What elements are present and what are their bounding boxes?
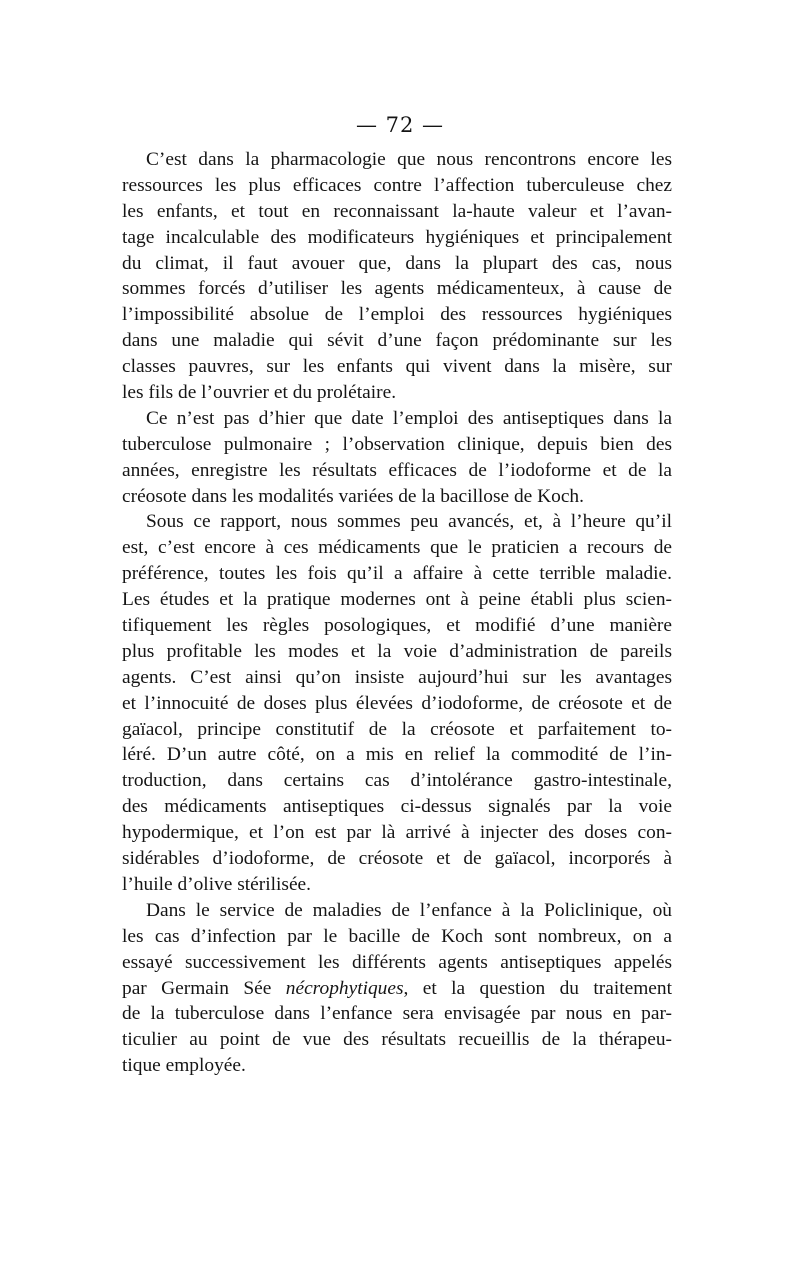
text-line: les fils de l’ouvrier et du prolétaire. — [122, 382, 397, 404]
paragraph-1 — [122, 147, 672, 406]
text-line: ticulier au point de vue des résultats recueillis de la thérapeu- — [122, 1029, 672, 1051]
text-line: l’impossibilité absolue de l’emploi des ressources hygiéniques — [122, 304, 672, 326]
text-line: troduction, dans certains cas d’intolérance gastro-intestinale, — [122, 770, 672, 792]
text-line: classes pauvres, sur les enfants qui vivent dans la misère, sur — [122, 356, 672, 378]
text-line: préférence, toutes les fois qu’il a affaire à cette terrible maladie. — [122, 563, 672, 585]
text-line: l’huile d’olive stérilisée. — [122, 873, 312, 895]
text-line: plus profitable les modes et la voie d’administration de pareils — [122, 640, 672, 662]
text-line: C’est dans la pharmacologie que nous rencontrons encore les — [146, 149, 672, 170]
text-line: sommes forcés d’utiliser les agents médicamenteux, à cause de — [122, 278, 672, 300]
text-segment: par Germain Sée — [122, 977, 286, 999]
text-line: du climat, il faut avouer que, dans la plupart des cas, nous — [122, 252, 672, 274]
text-line: tage incalculable des modificateurs hygiéniques et principalement — [122, 226, 672, 248]
page-number: — 72 — — [355, 113, 445, 137]
text-line: ressources les plus efficaces contre l’affection tuberculeuse chez — [122, 174, 672, 196]
text-line: Sous ce rapport, nous sommes peu avancés, et, à l’heure qu’il — [146, 511, 672, 533]
text-segment: , et la question du traitement — [403, 977, 672, 999]
text-line: tique employée. — [122, 1055, 246, 1077]
body-text — [122, 147, 672, 1079]
text-line: hypodermique, et l’on est par là arrivé à injecter des doses con- — [122, 822, 672, 844]
paragraph-4 — [122, 898, 672, 1079]
text-line: les cas d’infection par le bacille de Koch sont nombreux, on a — [122, 925, 672, 947]
text-line: années, enregistre les résultats efficaces de l’iodoforme et de la — [122, 459, 672, 481]
text-line: créosote dans les modalités variées de la bacillose de Koch. — [122, 485, 584, 507]
text-line: dans une maladie qui sévit d’une façon prédominante sur les — [122, 330, 672, 352]
paragraph-3 — [122, 509, 672, 897]
text-line: léré. D’un autre côté, on a mis en relief la commodité de l’in- — [122, 744, 672, 766]
text-line: essayé successivement les différents agents antiseptiques appelés — [122, 951, 672, 973]
text-line: tuberculose pulmonaire ; l’observation clinique, depuis bien des — [122, 433, 672, 455]
text-line-with-italic — [122, 976, 672, 1002]
text-line: de la tuberculose dans l’enfance sera envisagée par nous en par- — [122, 1003, 672, 1025]
text-line: des médicaments antiseptiques ci-dessus signalés par la voie — [122, 796, 672, 818]
italic-term: nécrophytiques — [285, 977, 404, 999]
text-line: sidérables d’iodoforme, de créosote et de gaïacol, incorporés à — [122, 848, 672, 870]
text-line: agents. C’est ainsi qu’on insiste aujourd’hui sur les avantages — [122, 666, 672, 688]
text-line: tifiquement les règles posologiques, et modifié d’une manière — [122, 615, 672, 637]
text-line: les enfants, et tout en reconnaissant la-haute valeur et l’avan- — [122, 200, 672, 222]
text-line: Ce n’est pas d’hier que date l’emploi des antiseptiques dans la — [146, 407, 672, 429]
text-line: et l’innocuité de doses plus élevées d’iodoforme, de créosote et de — [122, 692, 672, 714]
text-line: est, c’est encore à ces médicaments que le praticien a recours de — [122, 537, 672, 559]
text-line: Les études et la pratique modernes ont à peine établi plus scien- — [122, 589, 672, 611]
paragraph-2 — [122, 406, 672, 510]
text-line: gaïacol, principe constitutif de la créosote et parfaitement to- — [122, 718, 672, 740]
text-line: Dans le service de maladies de l’enfance à la Policlinique, où — [146, 899, 672, 921]
